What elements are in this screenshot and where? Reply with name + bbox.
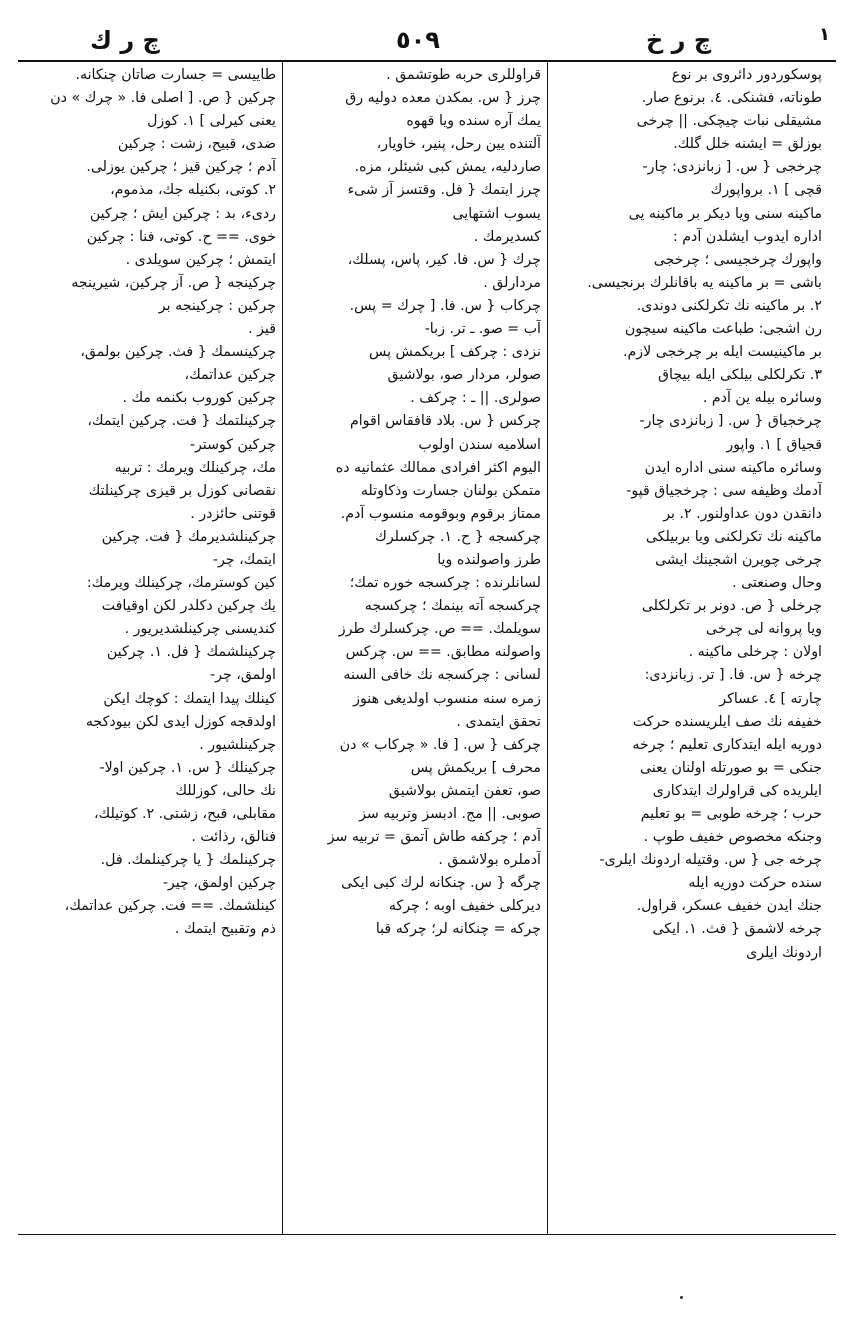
text-line: چرکین { ص. [ اصلی فا. « چرك » دن bbox=[50, 90, 276, 107]
text-line: چرك { س. فا. کیر، پاس، پسلك، bbox=[347, 251, 541, 268]
text-line: واصولنه مطابق. == س. چرکس bbox=[345, 644, 541, 661]
text-line: مقابلی، قبح، زشتی. ٢. کوتیلك، bbox=[93, 806, 276, 822]
header-left-guide-word: چ ر ك bbox=[90, 26, 160, 54]
text-line: دیرکلی خفیف اوبه ؛ چرکه bbox=[388, 898, 541, 915]
text-line: قوتنی حائزدر . bbox=[190, 505, 276, 522]
text-line: وسائره ماکینه سنی اداره ایدن bbox=[644, 459, 822, 476]
text-line: چرکین کوستر- bbox=[189, 436, 276, 453]
text-line: چرکینلشمك { فل. ١. چرکین bbox=[106, 644, 276, 661]
text-line: چرخلی { ص. دونر بر تکرلکلی bbox=[641, 598, 822, 615]
text-line: بر ماکینیست ایله بر چرخجی لازم. bbox=[623, 344, 822, 361]
text-line: آدم ؛ چرکین قیز ؛ چرکین یوزلی. bbox=[86, 159, 276, 176]
text-line: ایتمش ؛ چرکین سویلدی . bbox=[125, 251, 276, 268]
header-rule bbox=[18, 60, 836, 62]
text-line: سنده حرکت دوریه ایله bbox=[688, 875, 822, 892]
text-line: نزدی : چرکف ] بریکمش پس bbox=[369, 344, 541, 361]
text-line: محرف ] بریکمش پس bbox=[410, 759, 541, 776]
text-line: واپورك چرخجیسی ؛ چرخجی bbox=[653, 251, 822, 268]
text-line: چرکین عداتمك، bbox=[184, 367, 276, 384]
text-line: قراوللری حربه طوتشمق . bbox=[386, 67, 541, 83]
text-line: نك حالی، کوزللك bbox=[175, 782, 276, 799]
text-line: چرکین اولمق، چیر- bbox=[162, 875, 276, 892]
text-line: فنالق، رذائت . bbox=[191, 829, 276, 846]
text-line: مشیقلی نبات چیچکی. || چرخی bbox=[636, 113, 822, 130]
text-line: چرکین کوروب بکنمه مك . bbox=[122, 390, 276, 407]
text-line: سویلمك. == ص. چرکسلرك طرز bbox=[338, 621, 541, 638]
text-line: تحقق ایتمدی . bbox=[456, 713, 541, 730]
text-line: ضدی، قبیح، زشت : چرکین bbox=[117, 136, 276, 153]
page-header bbox=[18, 22, 836, 58]
text-line: بوزلق = ایشنه خلل گلك. bbox=[673, 136, 822, 153]
text-line: چرکسجه { ح. ١. چرکسلرك bbox=[375, 528, 541, 545]
column-left bbox=[22, 64, 276, 1230]
column-divider bbox=[282, 60, 283, 1234]
text-line: آب = صو. ـ تر. زبا- bbox=[424, 321, 541, 338]
text-line: چرکینسمك { فث. چرکین بولمق، bbox=[80, 344, 276, 361]
text-line: چرکینلك { س. ١. چرکین اولا- bbox=[99, 759, 276, 776]
text-line: چرکین : چرکینجه بر bbox=[158, 297, 276, 314]
text-line: چرخه { س. فا. [ تر. زبانزدی: bbox=[644, 667, 822, 684]
text-line: چرخه جی { س. وقتیله اردونك ایلری- bbox=[599, 852, 822, 869]
text-line: قجیاق ] ١. واپور bbox=[726, 436, 822, 453]
text-line: چرخی چویرن اشجینك ایشی bbox=[655, 551, 822, 568]
text-line: یعنی کیرلی ] ١. کوزل bbox=[147, 113, 276, 130]
text-line: باشی = بر ماکینه یه باقانلرك برنجیسی. bbox=[587, 274, 822, 291]
text-line: اولمق، چر- bbox=[210, 667, 276, 684]
text-line: اردونك ایلری bbox=[746, 944, 822, 961]
text-line: طرز واصولنده ویا bbox=[437, 551, 541, 568]
text-line: آدملره بولاشمق . bbox=[438, 852, 541, 869]
text-line: یك چرکین دکلدر لکن اوقیافت bbox=[101, 598, 276, 615]
text-line: دوریه ایله ایتدکاری تعلیم ؛ چرخه bbox=[632, 736, 822, 753]
text-line: مردارلق . bbox=[483, 274, 541, 291]
text-line: خوی. == ح. کوتی، فنا : چرکین bbox=[86, 228, 276, 245]
text-line: خفیفه نك صف ایلریسنده حرکت bbox=[632, 713, 822, 730]
text-line: ٢. کوتی، بکنیله جك، مذموم، bbox=[110, 182, 276, 199]
text-line: ممتاز برقوم وبوقومه منسوب آدم. bbox=[340, 505, 541, 522]
text-line: چرکسجه آته بینمك ؛ چرکسجه bbox=[364, 598, 541, 615]
text-line: ویا پروانه لی چرخی bbox=[705, 621, 822, 638]
text-line: چارته ] ٤. عساکر bbox=[719, 690, 822, 707]
column-divider bbox=[547, 60, 548, 1234]
text-line: وسائره بیله ین آدم . bbox=[702, 390, 822, 407]
text-line: صاردلیه، یمش کبی شیئلر، مزه. bbox=[354, 159, 541, 176]
footer-rule bbox=[18, 1234, 836, 1235]
text-line: طاییسی = جسارت صاتان چنکانه. bbox=[75, 67, 276, 83]
column-right bbox=[552, 64, 822, 1230]
text-line: کینلشمك. == فت. چرکین عداتمك، bbox=[64, 898, 276, 915]
text-line: چرکه = چنکانه لر؛ چرکه قبا bbox=[375, 921, 541, 938]
text-line: ٣. تکرلکلی بیلکی ایله بیچاق bbox=[658, 367, 822, 384]
text-line: حرب ؛ چرخه طوبی = بو تعلیم bbox=[640, 806, 822, 822]
text-line: چرکینلشدیرمك { فت. چرکین bbox=[101, 528, 276, 545]
text-line: اولدقجه کوزل ایدی لکن بیودکجه bbox=[85, 713, 276, 730]
text-line: چرکف { س. [ فا. « چرکاب » دن bbox=[339, 736, 541, 753]
text-line: جنك ایدن خفیف عسکر، قراول. bbox=[636, 898, 822, 915]
text-line: چرز ایتمك { فل. وقتسز آز شیء bbox=[347, 182, 541, 199]
text-line: چرکس { س. بلاد قافقاس اقوام bbox=[349, 413, 541, 430]
text-line: لسانلرنده : چرکسجه خوره تمك؛ bbox=[349, 575, 541, 592]
text-line: چرخه لاشمق { فث. ١. ایکی bbox=[652, 921, 822, 938]
text-line: جنکی = بو صورتله اولنان یعنی bbox=[640, 759, 822, 776]
text-line: وجنکه مخصوص خفیف طوپ . bbox=[643, 829, 822, 846]
text-line: الیوم اکثر افرادی ممالك عثمانیه ده bbox=[335, 459, 541, 476]
text-line: وحال وصنعتی . bbox=[732, 575, 822, 592]
text-line: زمره سنه منسوب اولدیغی هنوز bbox=[353, 690, 541, 707]
text-line: چرخجی { س. [ زبانزدی: چار- bbox=[642, 159, 822, 176]
text-line: صوبی. || مج. ادبسز وتربیه سز bbox=[359, 806, 541, 822]
text-line: دانقدن دون عداولنور. ٢. بر bbox=[663, 505, 822, 522]
text-line: اداره ایدوب ایشلدن آدم : bbox=[672, 228, 822, 245]
text-line: آدم ؛ چرکفه طاش آتمق = تربیه سز bbox=[327, 829, 541, 846]
corner-mark: ١ bbox=[819, 24, 830, 45]
text-line: ایتمك، چر- bbox=[212, 551, 276, 568]
text-line: نقصانی کوزل بر قیزی چرکینلتك bbox=[88, 482, 276, 499]
text-line: ایلریده کی قراولرك ایتدکاری bbox=[652, 782, 822, 799]
text-line: لسانی : چرکسجه نك خافی السنه bbox=[343, 667, 541, 684]
text-line: ٢. بر ماکینه نك تکرلکنی دوندی. bbox=[636, 297, 822, 314]
text-line: پوسکوردور دائروی بر نوع bbox=[671, 67, 822, 83]
text-line: چرز { س. بمکدن معده دولیه رق bbox=[345, 90, 541, 107]
text-line: یسوب اشتهایی bbox=[452, 205, 541, 222]
text-line: ردیء، بد : چرکین ایش ؛ چرکین bbox=[89, 205, 276, 222]
text-line: صولر، مردار صو، بولاشیق bbox=[387, 367, 541, 384]
text-line: قیز . bbox=[248, 321, 276, 338]
header-right-guide-word: چ ر خ bbox=[646, 26, 712, 54]
text-line: چرگه { س. چنکانه لرك کبی ایکی bbox=[341, 875, 541, 892]
page-number: ٥٠٩ bbox=[396, 26, 440, 54]
text-line: چرکینجه { ص. آز چرکین، شیرینجه bbox=[71, 274, 276, 291]
text-line: چرکینلتمك { فت. چرکین ایتمك، bbox=[87, 413, 276, 430]
text-line: یمك آره سنده ویا قهوه bbox=[406, 113, 541, 130]
text-line: رن اشجی: طباعت ماکینه سیچون bbox=[624, 321, 822, 338]
text-line: کین کوسترمك، چرکینلك ویرمك: bbox=[86, 575, 276, 592]
text-line: چرکاب { س. فا. [ چرك = پس. bbox=[349, 297, 541, 314]
text-line: اولان : چرخلی ماکینه . bbox=[688, 644, 822, 661]
text-line: ذم وتقبیح ایتمك . bbox=[174, 921, 276, 938]
text-line: کسدیرمك . bbox=[473, 228, 541, 245]
text-line: ماکینه سنی ویا دیکر بر ماکینه یی bbox=[628, 205, 822, 222]
text-line: صولری. || ـ : چرکف . bbox=[410, 390, 541, 407]
text-line: قچی ] ١. برواپورك bbox=[710, 182, 822, 199]
text-line: صو، تعفن ایتمش بولاشیق bbox=[388, 782, 541, 799]
text-line: متمکن بولنان جسارت وذکاوتله bbox=[360, 482, 541, 499]
text-line: چرخجیاق { س. [ زبانزدی چار- bbox=[639, 413, 822, 430]
text-line: کندیسنی چرکینلشدیریور . bbox=[124, 621, 276, 638]
text-line: مك، چرکینلك ویرمك : تربیه bbox=[114, 459, 276, 476]
text-line: ماکینه نك تکرلکنی ویا بربیلکی bbox=[645, 528, 822, 545]
text-line: اسلامیه سندن اولوب bbox=[418, 436, 541, 453]
text-line: آدمك وظیفه سی : چرخجیاق قپو- bbox=[626, 482, 822, 499]
text-line: کینلك پیدا ایتمك : کوچك ایکن bbox=[103, 690, 276, 707]
text-line: چرکینلشیور . bbox=[199, 736, 276, 753]
text-line: چرکینلمك { یا چرکینلمك. فل. bbox=[100, 852, 276, 869]
text-line: طوناته، فشنکی. ٤. برنوع صار. bbox=[641, 90, 822, 107]
column-middle bbox=[287, 64, 541, 1230]
text-line: آلتنده یین رحل، پنیر، خاویار، bbox=[376, 136, 541, 153]
page-speck bbox=[680, 1296, 683, 1299]
